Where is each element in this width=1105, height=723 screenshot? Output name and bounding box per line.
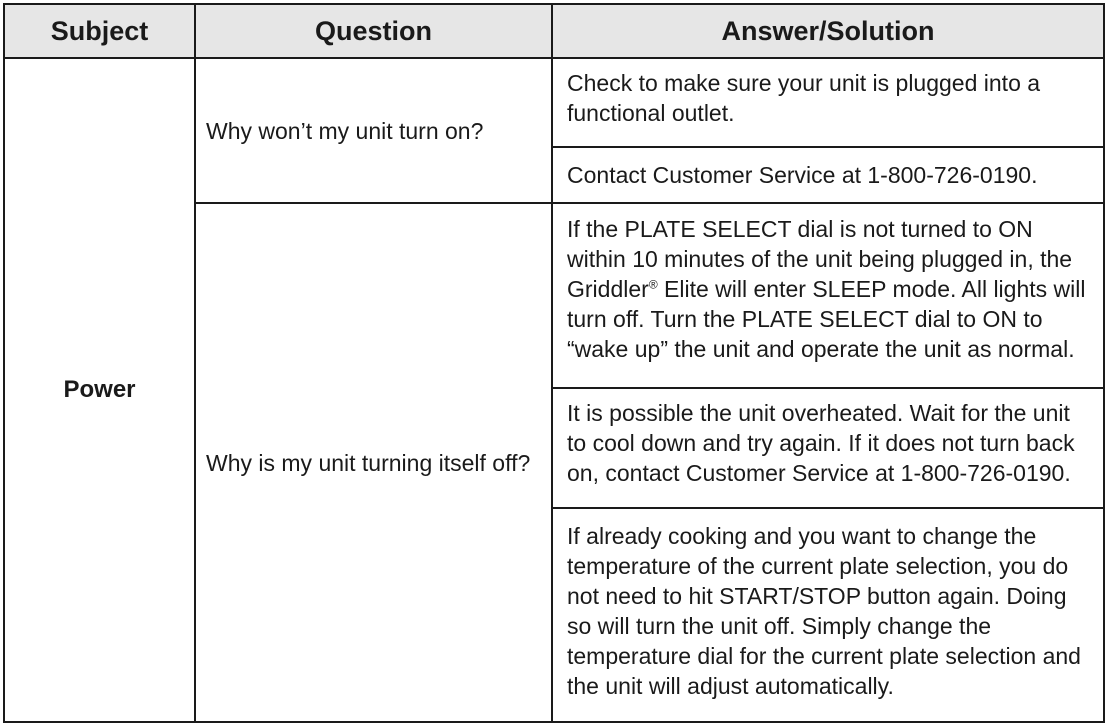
header-question: Question xyxy=(195,4,552,58)
question-text: Why won’t my unit turn on? xyxy=(206,117,484,144)
answer-text: Contact Customer Service at 1-800-726-0190. xyxy=(567,162,1038,189)
troubleshooting-table xyxy=(3,3,1105,723)
question-cell xyxy=(195,203,552,722)
answer-text: Check to make sure your unit is plugged into a functional outlet. xyxy=(567,70,1041,126)
answer-cell xyxy=(552,147,1104,203)
answer-text-part: Elite will enter SLEEP mode. All lights will turn off. Turn the PLATE SELECT dial to ON to “wake up” the unit and operate the unit as normal. xyxy=(567,276,1086,363)
answer-text-part: If the PLATE SELECT dial is not turned to ON within 10 minutes of the unit being plugged in, the Griddler xyxy=(567,216,1073,303)
answer-text: It is possible the unit overheated. Wait for the unit to cool down and try again. If it does not turn back on, contact Customer Service at 1-800-726-0190. xyxy=(567,399,1075,486)
answer-cell xyxy=(552,508,1104,722)
answer-text: If already cooking and you want to change the temperature of the current plate selection, you do not need to hit START/STOP button again. Doing so will turn the unit off. Simply change the temperature dial for the current plate selection and the unit will adjust automatically. xyxy=(567,523,1081,700)
subject-cell-power xyxy=(4,58,195,722)
question-text: Why is my unit turning itself off? xyxy=(206,449,531,476)
table-row xyxy=(4,58,1104,147)
registered-mark: ® xyxy=(648,277,658,292)
header-answer: Answer/Solution xyxy=(552,4,1104,58)
header-row xyxy=(4,4,1104,58)
answer-cell xyxy=(552,203,1104,388)
answer-cell xyxy=(552,58,1104,147)
answer-cell xyxy=(552,388,1104,508)
header-subject: Subject xyxy=(4,4,195,58)
subject-label: Power xyxy=(63,376,136,403)
question-cell xyxy=(195,58,552,203)
